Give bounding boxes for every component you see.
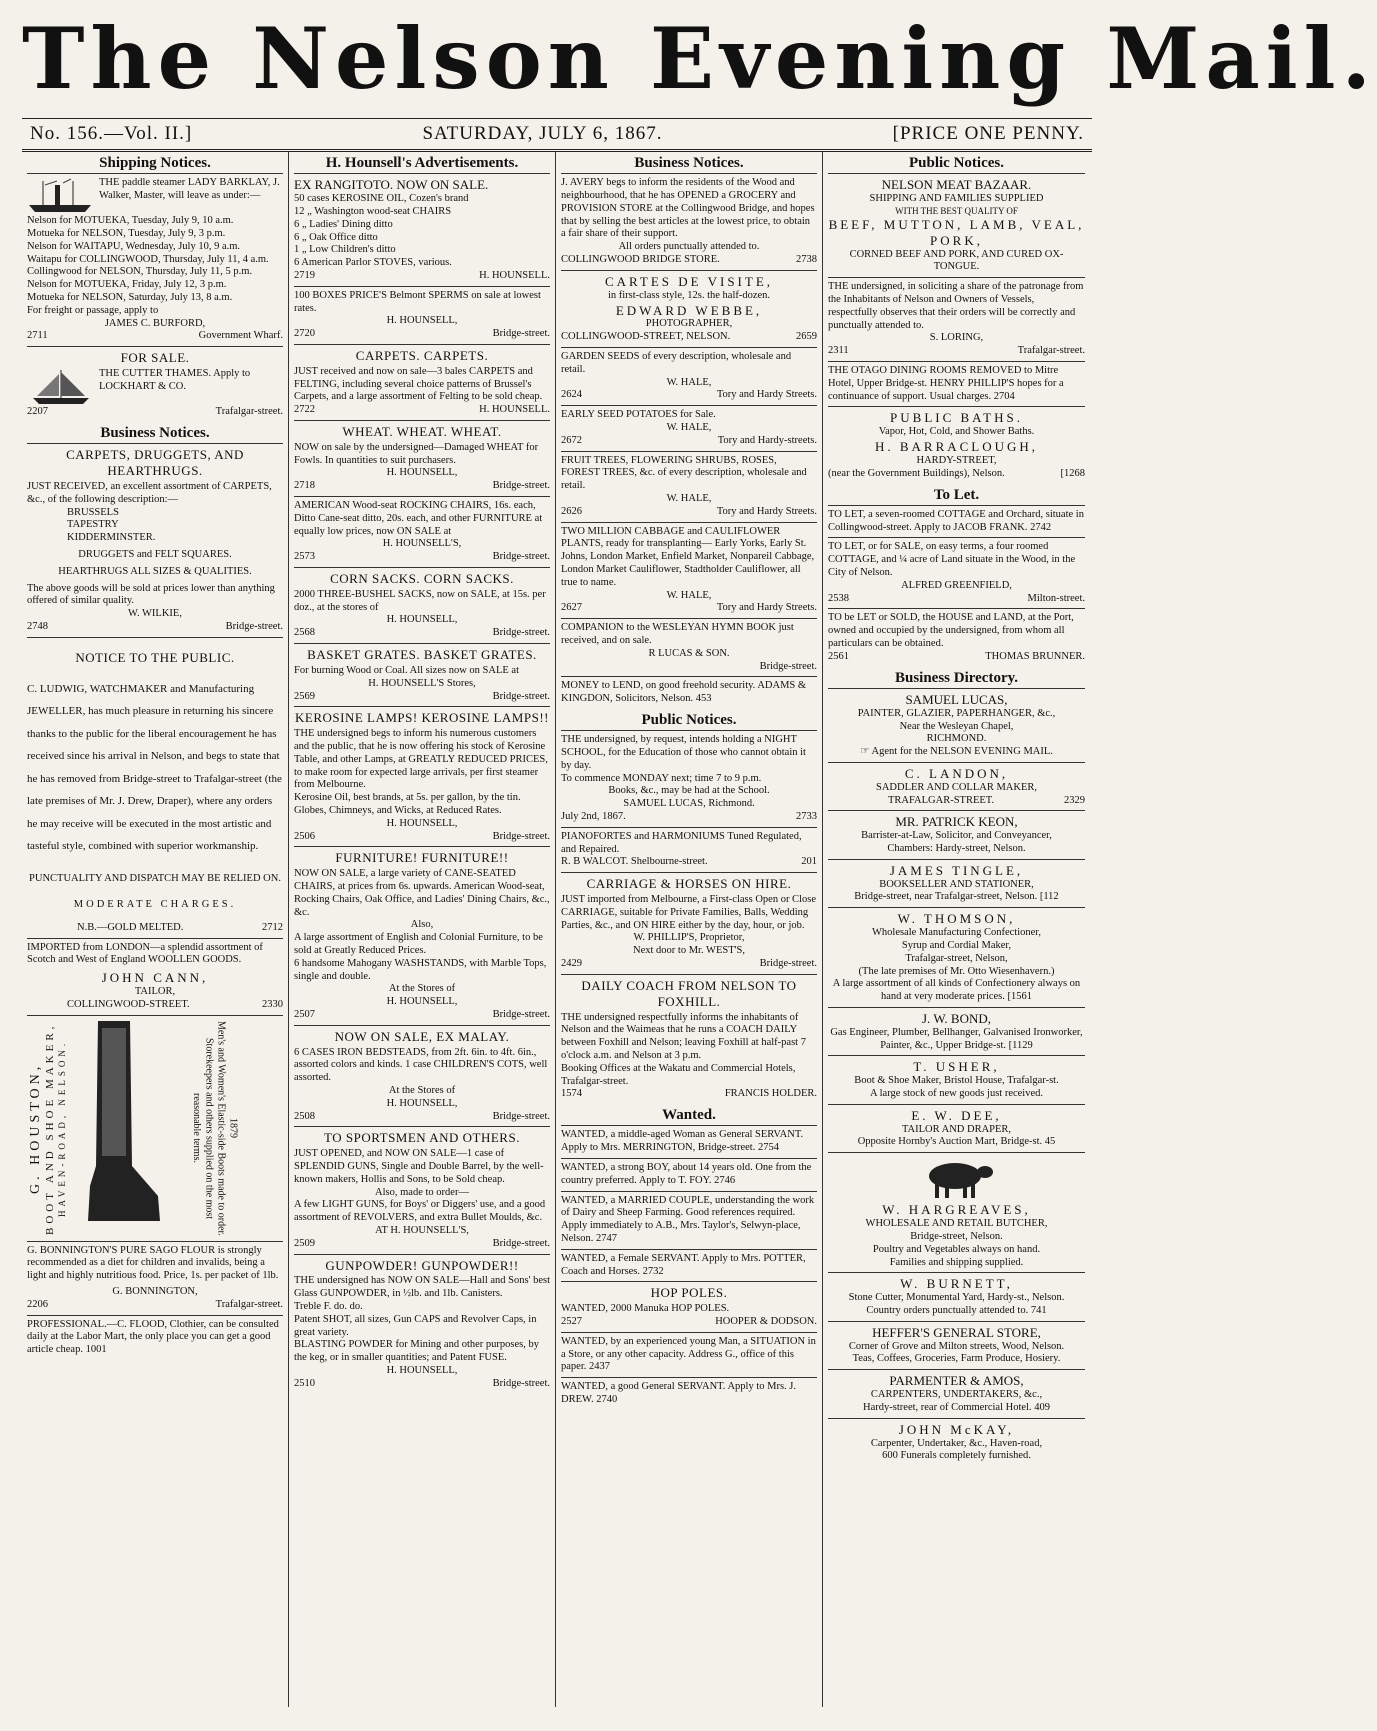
ad-sperms: 100 BOXES PRICE'S Belmont SPERMS on sale at lowest rates. H. HOUNSELL, 2720 Bridge-street. xyxy=(294,289,550,340)
ad-hymn-book: COMPANION to the WESLEYAN HYMN BOOK just received, and on sale. R LUCAS & SON. Bridge-street. xyxy=(561,622,817,672)
ad-cartes: CARTES DE VISITE, in first-class style, 12s. the half-dozen. EDWARD WEBBE, PHOTOGRAPHER, COLLINGWOOD-STREET, NELSON. 2659 xyxy=(561,273,817,343)
ad-flood: PROFESSIONAL.—C. FLOOD, Clothier, can be consulted daily at the Labor Mart, the only place you can get a good article cheap. 1001 xyxy=(27,1318,279,1356)
issue-price: [PRICE ONE PENNY. xyxy=(892,123,1084,144)
column-1: Shipping Notices. THE paddle steamer LADY BARKLAY, J. Walker, Master, will leave as under:— Nelson for MOTUEKA, Tuesday, July 9, 10 a.m. Motueka for NELSON, Tuesday, July 9, 3 p.m. Nelson for WAITAPU, Wednesday, July 10, 9 a.m. Waitapu for COLLINGWOOD, Thursday, July 11, 4 a.m. Collingwood for NELSON, Thursday, July 11, 5 p.m. Nelson for MOTUEKA, Friday, July 12, 3 p.m. Motueka for NELSON, Saturday, July 13, 8 a.m. For freight or passage, apply to JAMES C. BURFORD, 2711 Government Wharf. FOR SALE. THE CUTTER THAMES. Apply to LOCKHART & CO. 2207 Trafalgar-street. Business Notices. CARPETS, DRUGGETS, AND HEARTHRUGS. JUST RECEIVED, an excellent assortment of CARPETS, &c., of the following description:— BRUSSELS TAPESTRY KIDDERMINSTER. DRUGGETS and FELT SQUARES. HEARTHRUGS ALL SIZES & QUALITIES. The above goods will be sold at prices lower than anything offered of similar quality. W. WILKIE, 2748 Bridge-street. NOTICE TO THE PUBLIC. C. LUDWIG, WATCHMAKER and Manufacturing JEWELLER, has much pleasure in returning his sincere thanks to the public for the liberal encouragement he has received since his arrival in Nelson, and begs to state that he has removed from Bridge-street to Trafalgar-street (the late premises of Mr. J. Drew, Draper), where any orders he may receive will be executed in the most artistic and tasteful style, combined with superior workmanship. PUNCTUALITY AND DISPATCH MAY BE RELIED ON. MODERATE CHARGES. N.B.—GOLD MELTED. 2712 IMPORTED from LONDON—a splendid assortment of Scotch and West of England WOOLLEN GOODS. JOHN CANN, TAILOR, COLLINGWOOD-STREET. 2330 G. HOUSTON, BOOT AND SHOE MAKER, HAVEN-ROAD, NELSON. Men's and Women's Elastic-side Boots made to order. Storekeepers and others supplied on the most reasonable terms. 1879 G. BONNINGTON'S PURE SAGO FLOUR is strongly recommended as a diet for children and invalids, being a light and highly nutritious food. Price, 1s. per packet of 1lb. G. BONNINGTON, 2206 Trafalgar-street. PROFESSIONAL.—C. FLOOD, Clothier, can be consulted daily at the Labor Mart, the only place you can get a good article cheap. 1001 xyxy=(22,152,289,1707)
ad-houston: G. HOUSTON, BOOT AND SHOE MAKER, HAVEN-ROAD, NELSON. Men's and Women's Elastic-side Boots made to order. Storekeepers and others supplied on the most reasonable terms. 1879 xyxy=(27,1015,283,1242)
dir-usher: T. USHER, Boot & Shoe Maker, Bristol House, Trafalgar-st. A large stock of new goods just received. xyxy=(854,1059,1059,1100)
dir-burnett: W. BURNETT, Stone Cutter, Monumental Yard, Hardy-st., Nelson. Country orders punctually attended to. 741 xyxy=(848,1276,1065,1316)
ad-wanted-1: WANTED, a middle-aged Woman as General SERVANT. Apply to Mrs. MERRINGTON, Bridge-street. 2754 xyxy=(561,1129,804,1154)
column-3: Business Notices. J. AVERY begs to inform the residents of the Wood and neighbourhood, that he has OPENED a GROCERY and PROVISION STORE at the Collingwood Bridge, and hopes that by selling the best articles at the lowest price, to obtain a fair share of their support. All orders punctually attended to. COLLINGWOOD BRIDGE STORE. 2738 CARTES DE VISITE, in first-class style, 12s. the half-dozen. EDWARD WEBBE, PHOTOGRAPHER, COLLINGWOOD-STREET, NELSON. 2659 GARDEN SEEDS of every description, wholesale and retail. W. HALE, 2624 Tory and Hardy Streets. EARLY SEED POTATOES for Sale. W. HALE, 2672 Tory and Hardy-streets. FRUIT TREES, FLOWERING SHRUBS, ROSES, FOREST TREES, &c. of every description, wholesale and retail. W. HALE, 2626 Tory and Hardy Streets. TWO MILLION CABBAGE and CAULIFLOWER PLANTS, ready for transplanting— Early Yorks, Early St. Johns, London Market, Enfield Market, Nonpareil Cabbage, London Market Cauliflower, Stadtholder Cauliflower, all true to name. W. HALE, 2627 Tory and Hardy Streets. COMPANION to the WESLEYAN HYMN BOOK just received, and on sale. R LUCAS & SON. Bridge-street. MONEY to LEND, on good freehold security. ADAMS & KINGDON, Solicitors, Nelson. 453 Public Notices. THE undersigned, by request, intends holding a NIGHT SCHOOL, for the Education of those who cannot obtain it by day. To commence MONDAY next; time 7 to 9 p.m. Books, &c., may be had at the School. SAMUEL LUCAS, Richmond. July 2nd, 1867. 2733 PIANOFORTES and HARMONIUMS Tuned Regulated, and Repaired. R. B WALCOT. Shelbourne-street. 201 CARRIAGE & HORSES ON HIRE. JUST imported from Melbourne, a First-class Open or Close CARRIAGE, suitable for Private Families, Balls, Wedding Parties, &c., and ON HIRE either by the day, hour, or job. W. PHILLIP'S, Proprietor, Next door to Mr. WEST'S, 2429 Bridge-street. DAILY COACH FROM NELSON TO FOXHILL. THE undersigned respectfully informs the inhabitants of Nelson and the Waimeas that he runs a COACH DAILY between Foxhill and Nelson; leaving Foxhill at half-past 7 o'clock a.m. and Nelson at 3 p.m. Booking Offices at the Wakatu and Commercial Hotels, Trafalgar-street. 1574 FRANCIS HOLDER. Wanted. WANTED, a middle-aged Woman as General SERVANT. Apply to Mrs. MERRINGTON, Bridge-street. 2754 WANTED, a strong BOY, about 14 years old. One from the country preferred. Apply to T. FOY. 2746 WANTED, a MARRIED COUPLE, understanding the work of Dairy and Sheep Farming. Good references required. Apply immediately to A.B., Mrs. Taylor's, Selwyn-place, Nelson. 2747 WANTED, a Female SERVANT. Apply to Mrs. POTTER, Coach and Horses. 2732 HOP POLES. WANTED, 2000 Manuka HOP POLES. 2527 HOOPER & DODSON. WANTED, by an experienced young Man, a SITUATION in a Store, or any other capacity. Address G., office of this paper. 2437 WANTED, a good General SERVANT. Apply to Mrs. J. DREW. 2740 xyxy=(556,152,823,1707)
ad-cabbage: TWO MILLION CABBAGE and CAULIFLOWER PLANTS, ready for transplanting— Early Yorks, Early St. Johns, London Market, Enfield Market, Nonpareil Cabbage, London Market Cauliflower, Stadtholder Cauliflower, all true to name. W. HALE, 2627 Tory and Hardy Streets. xyxy=(561,525,817,614)
dir-mckay: JOHN McKAY, Carpenter, Undertaker, &c., Haven-road, 600 Funerals completely furnished. xyxy=(870,1421,1043,1462)
ad-hop-poles: WANTED, 2000 Manuka HOP POLES. 2527 HOOPER & DODSON. xyxy=(561,1303,817,1328)
ad-kerosine-lamps: THE undersigned begs to inform his numerous customers and the public, that he is now offering his stock of Kerosine Table, and other Lamps, at GREATLY REDUCED PRICES, to make room for expected large arrivals, per first steamer from Melbourne. Kerosine Oil, best brands, at 5s. per gallon, by the tin. Globes, Chimneys, and Wicks, at Reduced Rates. H. HOUNSELL, 2506 Bridge-street. xyxy=(294,728,550,842)
ad-wanted-6: WANTED, a good General SERVANT. Apply to Mrs. J. DREW. 2740 xyxy=(561,1381,796,1406)
ad-pianofortes: PIANOFORTES and HARMONIUMS Tuned Regulated, and Repaired. R. B WALCOT. Shelbourne-street. 201 xyxy=(561,830,817,868)
dir-dee: E. W. DEE, TAILOR AND DRAPER, Opposite Hornby's Auction Mart, Bridge-st. 45 xyxy=(857,1107,1056,1148)
dir-lucas: SAMUEL LUCAS, PAINTER, GLAZIER, PAPERHANGER, &c., Near the Wesleyan Chapel, RICHMOND. ☞ Agent for the NELSON EVENING MAIL. xyxy=(857,691,1056,758)
section-heading: To Let. xyxy=(828,484,1085,506)
ad-meat-bazaar: NELSON MEAT BAZAAR. SHIPPING AND FAMILIES SUPPLIED WITH THE BEST QUALITY OF BEEF, MUTTON, LAMB, VEAL, PORK, CORNED BEEF AND PORK, AND CURED OX-TONGUE. xyxy=(828,177,1085,273)
ad-imported: IMPORTED from LONDON—a splendid assortment of Scotch and West of England WOOLLEN GOODS. xyxy=(27,941,263,966)
section-heading: Public Notices. xyxy=(828,152,1085,174)
dir-bond: J. W. BOND, Gas Engineer, Plumber, Bellhanger, Galvanised Ironworker, Painter, &c., Upper Bridge-st. [1129 xyxy=(830,1010,1083,1051)
section-heading: Business Notices. xyxy=(27,422,283,444)
ad-money: MONEY to LEND, on good freehold security. ADAMS & KINGDON, Solicitors, Nelson. 453 xyxy=(561,680,807,705)
sailing-list: Nelson for MOTUEKA, Tuesday, July 9, 10 a.m. Motueka for NELSON, Tuesday, July 9, 3 p.m. Nelson for WAITAPU, Wednesday, July 10, 9 a.m. Waitapu for COLLINGWOOD, Thursday, July 11, 4 a.m. Collingwood for NELSON, Thursday, July 11, 5 p.m. Nelson for MOTUEKA, Friday, July 12, 3 p.m. Motueka for NELSON, Saturday, July 13, 8 a.m. For freight or passage, apply to xyxy=(27,215,269,316)
ad-fruit-trees: FRUIT TREES, FLOWERING SHRUBS, ROSES, FOREST TREES, &c. of every description, wholesale and retail. W. HALE, 2626 Tory and Hardy Streets. xyxy=(561,454,817,517)
ad-garden-seeds: GARDEN SEEDS of every description, wholesale and retail. W. HALE, 2624 Tory and Hardy Streets. xyxy=(561,350,817,401)
ad-cutter: THE CUTTER THAMES. Apply to LOCKHART & CO. 2207 Trafalgar-street. xyxy=(27,368,283,418)
ad-wanted-2: WANTED, a strong BOY, about 14 years old. One from the country preferred. Apply to T. FOY. 2746 xyxy=(561,1162,812,1186)
sailing-ship-icon xyxy=(27,368,95,406)
dateline xyxy=(22,119,1092,149)
dir-heffer: HEFFER'S GENERAL STORE, Corner of Grove and Milton streets, Wood, Nelson. Teas, Coffees, Groceries, Farm Produce, Hosiery. xyxy=(848,1324,1065,1365)
ad-furniture: NOW ON SALE, a large variety of CANE-SEATED CHAIRS, at prices from 6s. upwards. American Wood-seat, Rocking Chairs, Oak Office, and Ladies' Dining Chairs, &c., &c. Also, A large assortment of English and Colonial Furniture, to be sold at Greatly Reduced Prices. 6 handsome Mahogany WASHSTANDS, with Marble Tops, single and double. At the Stores of H. HOUNSELL, 2507 Bridge-street. xyxy=(294,868,550,1020)
ad-daily-coach: THE undersigned respectfully informs the inhabitants of Nelson and the Waimeas that he runs a COACH DAILY between Foxhill and Nelson; leaving Foxhill at half-past 7 o'clock a.m. and Nelson at 3 p.m. Booking Offices at the Wakatu and Commercial Hotels, Trafalgar-street. 1574 FRANCIS HOLDER. xyxy=(561,1011,817,1100)
ad-gunpowder: THE undersigned has NOW ON SALE—Hall and Sons' best Glass GUNPOWDER, in ½lb. and 1lb. Canisters. Treble F. do. do. Patent SHOT, all sizes, Gun CAPS and Revolver Caps, in great variety. BLASTING POWDER for Mining and other purposes, by the keg, or in smaller quantities; and Patent FUSE. H. HOUNSELL, 2510 Bridge-street. xyxy=(294,1275,550,1389)
dir-landon: C. LANDON, SADDLER AND COLLAR MAKER, TRAFALGAR-STREET. 2329 xyxy=(875,765,1085,806)
dir-thomson: W. THOMSON, Wholesale Manufacturing Confectioner, Syrup and Cordial Maker, Trafalgar-street, Nelson, (The late premises of Mr. Otto Wiesenhavern.) A large assortment of all kinds of Confectionery always on hand at very moderate prices. [1561 xyxy=(832,911,1081,1003)
ad-to-let-3: TO be LET or SOLD, the HOUSE and LAND, at the Port, owned and occupied by the undersigned, from whom all particulars can be obtained. 2561 THOMAS BRUNNER. xyxy=(828,612,1085,662)
section-heading: Business Notices. xyxy=(561,152,817,174)
columns xyxy=(22,152,1092,1707)
issue-number: No. 156.—Vol. II.] xyxy=(30,123,193,144)
ad-rangitoto: EX RANGITOTO. NOW ON SALE. 50 cases KEROSINE OIL, Cozen's brand 12 „ Washington wood-seat CHAIRS 6 „ Ladies' Dining ditto 6 „ Oak Office ditto 1 „ Low Children's ditto 6 American Parlor STOVES, various. 2719 H. HOUNSELL. xyxy=(294,177,550,281)
for-sale-heading: FOR SALE. xyxy=(120,350,190,366)
section-heading: Business Directory. xyxy=(828,667,1085,689)
issue-date: SATURDAY, JULY 6, 1867. xyxy=(422,123,663,144)
dir-tingle: JAMES TINGLE, BOOKSELLER AND STATIONER, Bridge-street, near Trafalgar-street, Nelson. [112 xyxy=(854,862,1059,903)
ad-to-let-2: TO LET, or for SALE, on easy terms, a four roomed COTTAGE, and ¼ acre of Land situate in the Wood, in the City of Nelson. ALFRED GREENFIELD, 2538 Milton-street. xyxy=(828,541,1085,604)
ad-to-let-1: TO LET, a seven-roomed COTTAGE and Orchard, situate in Collingwood-street. Apply to JACOB FRANK. 2742 xyxy=(828,508,1084,533)
ad-loring: THE undersigned, in soliciting a share of the patronage from the Inhabitants of Nelson and Owners of Vessels, respectfully observes that their orders will be correctly and punctually attended to. S. LORING, 2311 Trafalgar-street. xyxy=(828,281,1085,357)
ad-avery: J. AVERY begs to inform the residents of the Wood and neighbourhood, that he has OPENED a GROCERY and PROVISION STORE at the Collingwood Bridge, and hopes that by selling the best articles at the lowest price, to obtain a fair share of their support. All orders punctually attended to. COLLINGWOOD BRIDGE STORE. 2738 xyxy=(561,177,817,266)
masthead-title: The Nelson Evening Mail. xyxy=(22,9,1377,108)
ad-sportsmen: JUST OPENED, and NOW ON SALE—1 case of SPLENDID GUNS, Single and Double Barrel, by the well-known makers, Hollis and Sons, to be Sold cheap. Also, made to order— A few LIGHT GUNS, for Boys' or Diggers' use, and a good assortment of REVOLVERS, and extra Bullet Moulds, &c. AT H. HOUNSELL'S, 2509 Bridge-street. xyxy=(294,1148,550,1249)
dir-keon: MR. PATRICK KEON, Barrister-at-Law, Solicitor, and Conveyancer, Chambers: Hardy-street, Nelson. xyxy=(861,814,1052,855)
dir-hargreaves: W. HARGREAVES, WHOLESALE AND RETAIL BUTCHER, Bridge-street, Nelson. Poultry and Vegetables always on hand. Families and shipping supplied. xyxy=(865,1202,1048,1268)
ad-sago: G. BONNINGTON'S PURE SAGO FLOUR is strongly recommended as a diet for children and invalids, being a light and highly nutritious food. Price, 1s. per packet of 1lb. xyxy=(27,1244,279,1282)
ad-wheat: NOW on sale by the undersigned—Damaged WHEAT for Fowls. In quantities to suit purchasers. H. HOUNSELL, 2718 Bridge-street. xyxy=(294,441,550,492)
column-2: H. Hounsell's Advertisements. EX RANGITOTO. NOW ON SALE. 50 cases KEROSINE OIL, Cozen's brand 12 „ Washington wood-seat CHAIRS 6 „ Ladies' Dining ditto 6 „ Oak Office ditto 1 „ Low Children's ditto 6 American Parlor STOVES, various. 2719 H. HOUNSELL. 100 BOXES PRICE'S Belmont SPERMS on sale at lowest rates. H. HOUNSELL, 2720 Bridge-street. CARPETS. CARPETS. JUST received and now on sale—3 bales CARPETS and FELTING, including several choice patterns of Brussel's Carpets, and a large assortment of Felting to be sold cheap. 2722 H. HOUNSELL. WHEAT. WHEAT. WHEAT. NOW on sale by the undersigned—Damaged WHEAT for Fowls. In quantities to suit purchasers. H. HOUNSELL, 2718 Bridge-street. AMERICAN Wood-seat ROCKING CHAIRS, 16s. each, Ditto Cane-seat ditto, 20s. each, and other FURNITURE at equally low prices, now ON SALE at H. HOUNSELL'S, 2573 Bridge-street. CORN SACKS. CORN SACKS. 2000 THREE-BUSHEL SACKS, now on SALE, at 15s. per doz., at the stores of H. HOUNSELL, 2568 Bridge-street. BASKET GRATES. BASKET GRATES. For burning Wood or Coal. All sizes now on SALE at H. HOUNSELL'S Stores, 2569 Bridge-street. KEROSINE LAMPS! KEROSINE LAMPS!! THE undersigned begs to inform his numerous customers and the public, that he is now offering his stock of Kerosine Table, and other Lamps, at GREATLY REDUCED PRICES, to make room for expected large arrivals, per first steamer from Melbourne. Kerosine Oil, best brands, at 5s. per gallon, by the tin. Globes, Chimneys, and Wicks, at Reduced Rates. H. HOUNSELL, 2506 Bridge-street. FURNITURE! FURNITURE!! NOW ON SALE, a large variety of CANE-SEATED CHAIRS, at prices from 6s. upwards. American Wood-seat, Rocking Chairs, Oak Office, and Ladies' Dining Chairs, &c., &c. Also, A large assortment of English and Colonial Furniture, to be sold at Greatly Reduced Prices. 6 handsome Mahogany WASHSTANDS, with Marble Tops, single and double. At the Stores of H. HOUNSELL, 2507 Bridge-street. NOW ON SALE, EX MALAY. 6 CASES IRON BEDSTEADS, from 2ft. 6in. to 4ft. 6in., assorted colors and kinds. 1 case CHILDREN'S COTS, well assorted. At the Stores of H. HOUNSELL, 2508 Bridge-street. TO SPORTSMEN AND OTHERS. JUST OPENED, and NOW ON SALE—1 case of SPLENDID GUNS, Single and Double Barrel, by the well-known makers, Hollis and Sons, to be Sold cheap. Also, made to order— A few LIGHT GUNS, for Boys' or Diggers' use, and a good assortment of REVOLVERS, and extra Bullet Moulds, &c. AT H. HOUNSELL'S, 2509 Bridge-street. GUNPOWDER! GUNPOWDER!! THE undersigned has NOW ON SALE—Hall and Sons' best Glass GUNPOWDER, in ½lb. and 1lb. Canisters. Treble F. do. do. Patent SHOT, all sizes, Gun CAPS and Revolver Caps, in great variety. BLASTING POWDER for Mining and other purposes, by the keg, or in smaller quantities; and Patent FUSE. H. HOUNSELL, 2510 Bridge-street. xyxy=(289,152,556,1707)
column-4 xyxy=(823,152,1090,1707)
ad-carpets-2: JUST received and now on sale—3 bales CARPETS and FELTING, including several choice patterns of Brussel's Carpets, and a large assortment of Felting to be sold cheap. 2722 H. HOUNSELL. xyxy=(294,365,550,416)
ad-basket-grates: For burning Wood or Coal. All sizes now on SALE at H. HOUNSELL'S Stores, 2569 Bridge-street. xyxy=(294,664,550,702)
pointing-hand-icon: ☞ xyxy=(860,746,870,758)
ad-rocking-chairs: AMERICAN Wood-seat ROCKING CHAIRS, 16s. each, Ditto Cane-seat ditto, 20s. each, and other FURNITURE at equally low prices, now ON SALE at H. HOUNSELL'S, 2573 Bridge-street. xyxy=(294,500,550,563)
boot-icon xyxy=(68,1016,168,1236)
ad-carpets: JUST RECEIVED, an excellent assortment of CARPETS, &c., of the following description:— BRUSSELS TAPESTRY KIDDERMINSTER. DRUGGETS and FELT SQUARES. HEARTHRUGS ALL SIZES & QUALITIES. The above goods will be sold at prices lower than anything offered of similar quality. W. WILKIE, 2748 Bridge-street. xyxy=(27,480,283,632)
steamship-icon xyxy=(27,177,95,215)
ad-corn-sacks: 2000 THREE-BUSHEL SACKS, now on SALE, at 15s. per doz., at the stores of H. HOUNSELL, 2568 Bridge-street. xyxy=(294,588,550,639)
section-heading: Wanted. xyxy=(561,1104,817,1126)
ad-ex-malay: 6 CASES IRON BEDSTEADS, from 2ft. 6in. to 4ft. 6in., assorted colors and kinds. 1 case CHILDREN'S COTS, well assorted. At the Stores of H. HOUNSELL, 2508 Bridge-street. xyxy=(294,1046,550,1122)
ad-wanted-3: WANTED, a MARRIED COUPLE, understanding the work of Dairy and Sheep Farming. Good references required. Apply immediately to A.B., Mrs. Taylor's, Selwyn-place, Nelson. 2747 xyxy=(561,1194,815,1244)
section-heading: Shipping Notices. xyxy=(27,152,283,174)
ox-icon xyxy=(917,1156,997,1200)
section-heading: Public Notices. xyxy=(561,709,817,731)
ad-public-baths: PUBLIC BATHS. Vapor, Hot, Cold, and Shower Baths. H. BARRACLOUGH, HARDY-STREET, (near the Government Buildings), Nelson. [1268 xyxy=(828,410,1085,479)
section-heading: H. Hounsell's Advertisements. xyxy=(294,152,550,174)
dir-parmenter: PARMENTER & AMOS, CARPENTERS, UNDERTAKERS, &c., Hardy-street, rear of Commercial Hotel. 409 xyxy=(863,1373,1050,1413)
ad-wanted-5: WANTED, by an experienced young Man, a SITUATION in a Store, or any other capacity. Address G., office of this paper. 2437 xyxy=(561,1335,816,1373)
ad-carriage: JUST imported from Melbourne, a First-class Open or Close CARRIAGE, suitable for Private Families, Balls, Wedding Parties, &c., and ON HIRE either by the day, hour, or job. W. PHILLIP'S, Proprietor, Next door to Mr. WEST'S, 2429 Bridge-street. xyxy=(561,894,817,970)
ad-wanted-4: WANTED, a Female SERVANT. Apply to Mrs. POTTER, Coach and Horses. 2732 xyxy=(561,1252,806,1277)
ad-potatoes: EARLY SEED POTATOES for Sale. W. HALE, 2672 Tory and Hardy-streets. xyxy=(561,409,817,446)
ad-otago-dining: THE OTAGO DINING ROOMS REMOVED to Mitre Hotel, Upper Bridge-st. HENRY PHILLIP'S hopes for a continuance of support. Usual charges. 2704 xyxy=(828,365,1064,402)
ad-night-school: THE undersigned, by request, intends holding a NIGHT SCHOOL, for the Education of those who cannot obtain it by day. To commence MONDAY next; time 7 to 9 p.m. Books, &c., may be had at the School. SAMUEL LUCAS, Richmond. July 2nd, 1867. 2733 xyxy=(561,734,817,822)
ad-steamer: THE paddle steamer LADY BARKLAY, J. Walker, Master, will leave as under:— Nelson for MOTUEKA, Tuesday, July 9, 10 a.m. Motueka for NELSON, Tuesday, July 9, 3 p.m. Nelson for WAITAPU, Wednesday, July 10, 9 a.m. Waitapu for COLLINGWOOD, Thursday, July 11, 4 a.m. Collingwood for NELSON, Thursday, July 11, 5 p.m. Nelson for MOTUEKA, Friday, July 12, 3 p.m. Motueka for NELSON, Saturday, July 13, 8 a.m. For freight or passage, apply to JAMES C. BURFORD, 2711 Government Wharf. xyxy=(27,177,283,342)
ad-ludwig: C. LUDWIG, WATCHMAKER and Manufacturing JEWELLER, has much pleasure in returning his sincere thanks to the public for the liberal encouragement he has received since his arrival in Nelson, and begs to state that he has removed from Bridge-street to Trafalgar-street (the late premises of Mr. J. Drew, Draper), where any orders he may receive will be executed in the most artistic and tasteful style, combined with superior workmanship. xyxy=(27,682,282,853)
